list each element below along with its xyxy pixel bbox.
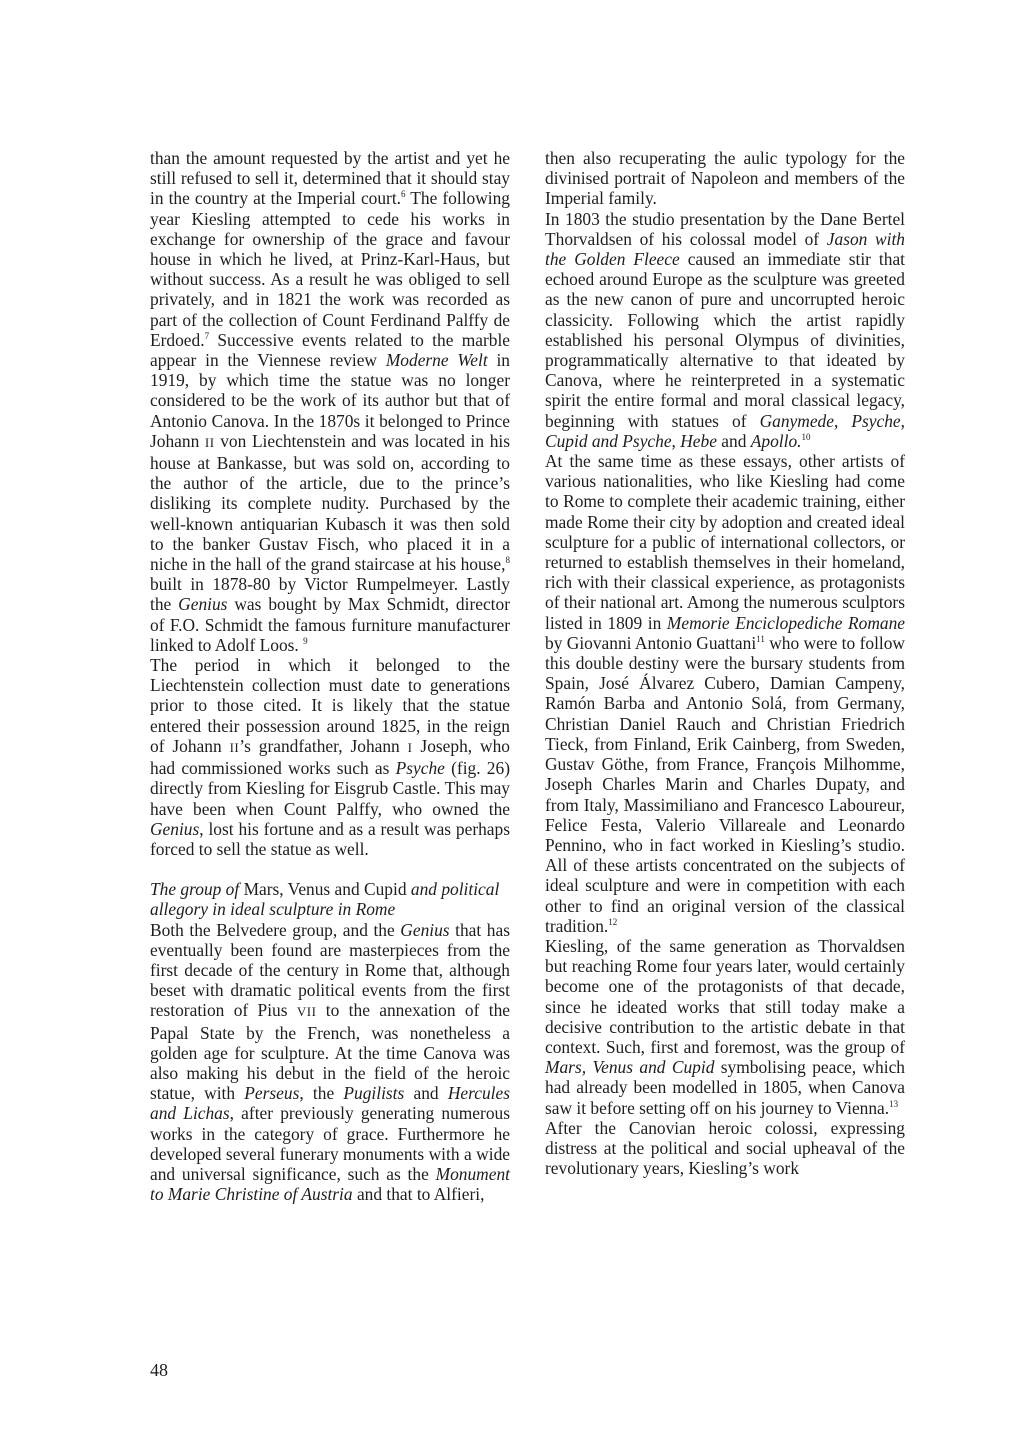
footnote-ref: 7 [204, 331, 210, 342]
right-text-column [545, 148, 905, 1178]
footnote-ref: 9 [303, 636, 308, 647]
footnote-ref: 8 [505, 555, 510, 566]
footnote-ref: 12 [608, 916, 618, 927]
paragraph: Kiesling, of the same generation as Thorvaldsen but reaching Rome four years later, would certainly become one of the protagonists of that decade, since he ideated works that still today make a decisive contribution to the artistic debate in that context. Such, first and foremost, was the group of Mars, Venus and Cupid symbolising peace, which had already been modelled in 1805, when Canova saw it before setting off on his journey to Vienna.$^{13}$ [545, 935, 905, 1118]
left-text-column [150, 148, 510, 1204]
section-heading: The group of Mars, Venus and Cupid and political allegory in ideal sculpture in Rome [150, 879, 500, 920]
paragraph: In 1803 the studio presentation by the Dane Bertel Thorvaldsen of his colossal model of Jason with the Golden Fleece caused an immediate stir that echoed around Europe as the sculpture was greeted as the new canon of pure and uncorrupted heroic classicity. Following which the artist rapidly established his personal Olympus of divinities, programmatically alternative to that ideated by Canova, where he reinterpreted in a systematic spirit the entire formal and moral classical legacy, beginning with statues of Ganymede, Psyche, Cupid and Psyche, Hebe and Apollo.$^{10}$ [545, 208, 906, 451]
footnote-ref: 6 [401, 189, 406, 200]
footnote-ref: 10 [801, 432, 811, 443]
paragraph: At the same time as these essays, other artists of various nationalities, who like Kiesling had come to Rome to complete their academic training, either made Rome their city by adoption and created ideal sculpture for a public of international collectors, or returned to establish themselves in their homeland, rich with their classical experience, as protagonists of their national art. Among the numerous sculptors listed in 1809 in Memorie Enciclopediche Romane by Giovanni Antonio Guattani$^{11}$ who were to follow this double destiny were the bursary students from Spain, José Álvarez Cubero, Damian Campeny, Ramón Barba and Antonio Solá, from Germany, Christian Daniel Rauch and Christian Friedrich Tieck, from Finland, Erik Cainberg, from Sweden, Gustav Göthe, from France, François Milhomme, Joseph Charles Marin and Charles Dupaty, and from Italy, Massimiliano and Francesco Laboureur, Felice Festa, Valerio Villareale and Leonardo Pennino, who in fact worked in Kiesling’s studio. All of these artists concentrated on the subjects of ideal sculpture and were in competition with each other to find an original version of the classical tradition.$^{12}$ [545, 451, 906, 936]
paragraph: Both the Belvedere group, and the Genius that has eventually been found are masterpieces from the first decade of the century in Rome that, although beset with dramatic political events from the first restoration of Pius VII to the annexation of the Papal State by the French, was nonetheless a golden age for sculpture. At the time Canova was also making his debut in the field of the heroic statue, with Perseus, the Pugilists and Hercules and Lichas, after previously generating numerous works in the category of grace. Furthermore he developed several funerary monuments with a wide and universal significance, such as the Monument to Marie Christine of Austria and that to Alfieri, [150, 919, 510, 1205]
paragraph: The period in which it belonged to the Liechtenstein collection must date to generations prior to those cited. It is likely that the statue entered their possession around 1825, in the reign of Johann II’s grandfather, Johann I Joseph, who had commissioned works such as Psyche (fig. 26) directly from Kiesling for Eisgrub Castle. This may have been when Count Palffy, who owned the Genius, lost his fortune and as a result was perhaps forced to sell the statue as well. [150, 655, 510, 859]
footnote-ref: 11 [756, 634, 765, 645]
page-number: 48 [150, 1360, 168, 1380]
footnote-ref: 13 [889, 1098, 899, 1109]
paragraph: than the amount requested by the artist and yet he still refused to sell it, determined that it should stay in the country at the Imperial court.$^6$ The following year Kiesling attempted to cede his works in exchange for ownership of the grace and favour house in which he lived, at Prinz-Karl-Haus, but without success. As a result he was obliged to sell privately, and in 1821 the work was recorded as part of the collection of Count Ferdinand Palffy de Erdoed.$^7$ Successive events related to the marble appear in the Viennese review Moderne Welt in 1919, by which time the statue was no longer considered to be the work of its author but that of Antonio Canova. In the 1870s it belonged to Prince Johann II von Liechtenstein and was located in his house at Bankasse, but was sold on, according to the author of the article, due to the prince’s disliking its complete nudity. Purchased by the well-known antiquarian Kubasch it was then sold to the banker Gustav Fisch, who placed it in a niche in the hall of the grand staircase at his house,$^8$ built in 1878-80 by Victor Rumpelmeyer. Lastly the Genius was bought by Max Schmidt, director of F.O. Schmidt the famous furniture manufacturer linked to Adolf Loos. $^9$ [150, 148, 511, 655]
paragraph: After the Canovian heroic colossi, expressing distress at the political and social upheaval of the revolutionary years, Kiesling’s work [545, 1117, 905, 1179]
paragraph: then also recuperating the aulic typology for the divinised portrait of Napoleon and members of the Imperial family. [545, 148, 905, 209]
